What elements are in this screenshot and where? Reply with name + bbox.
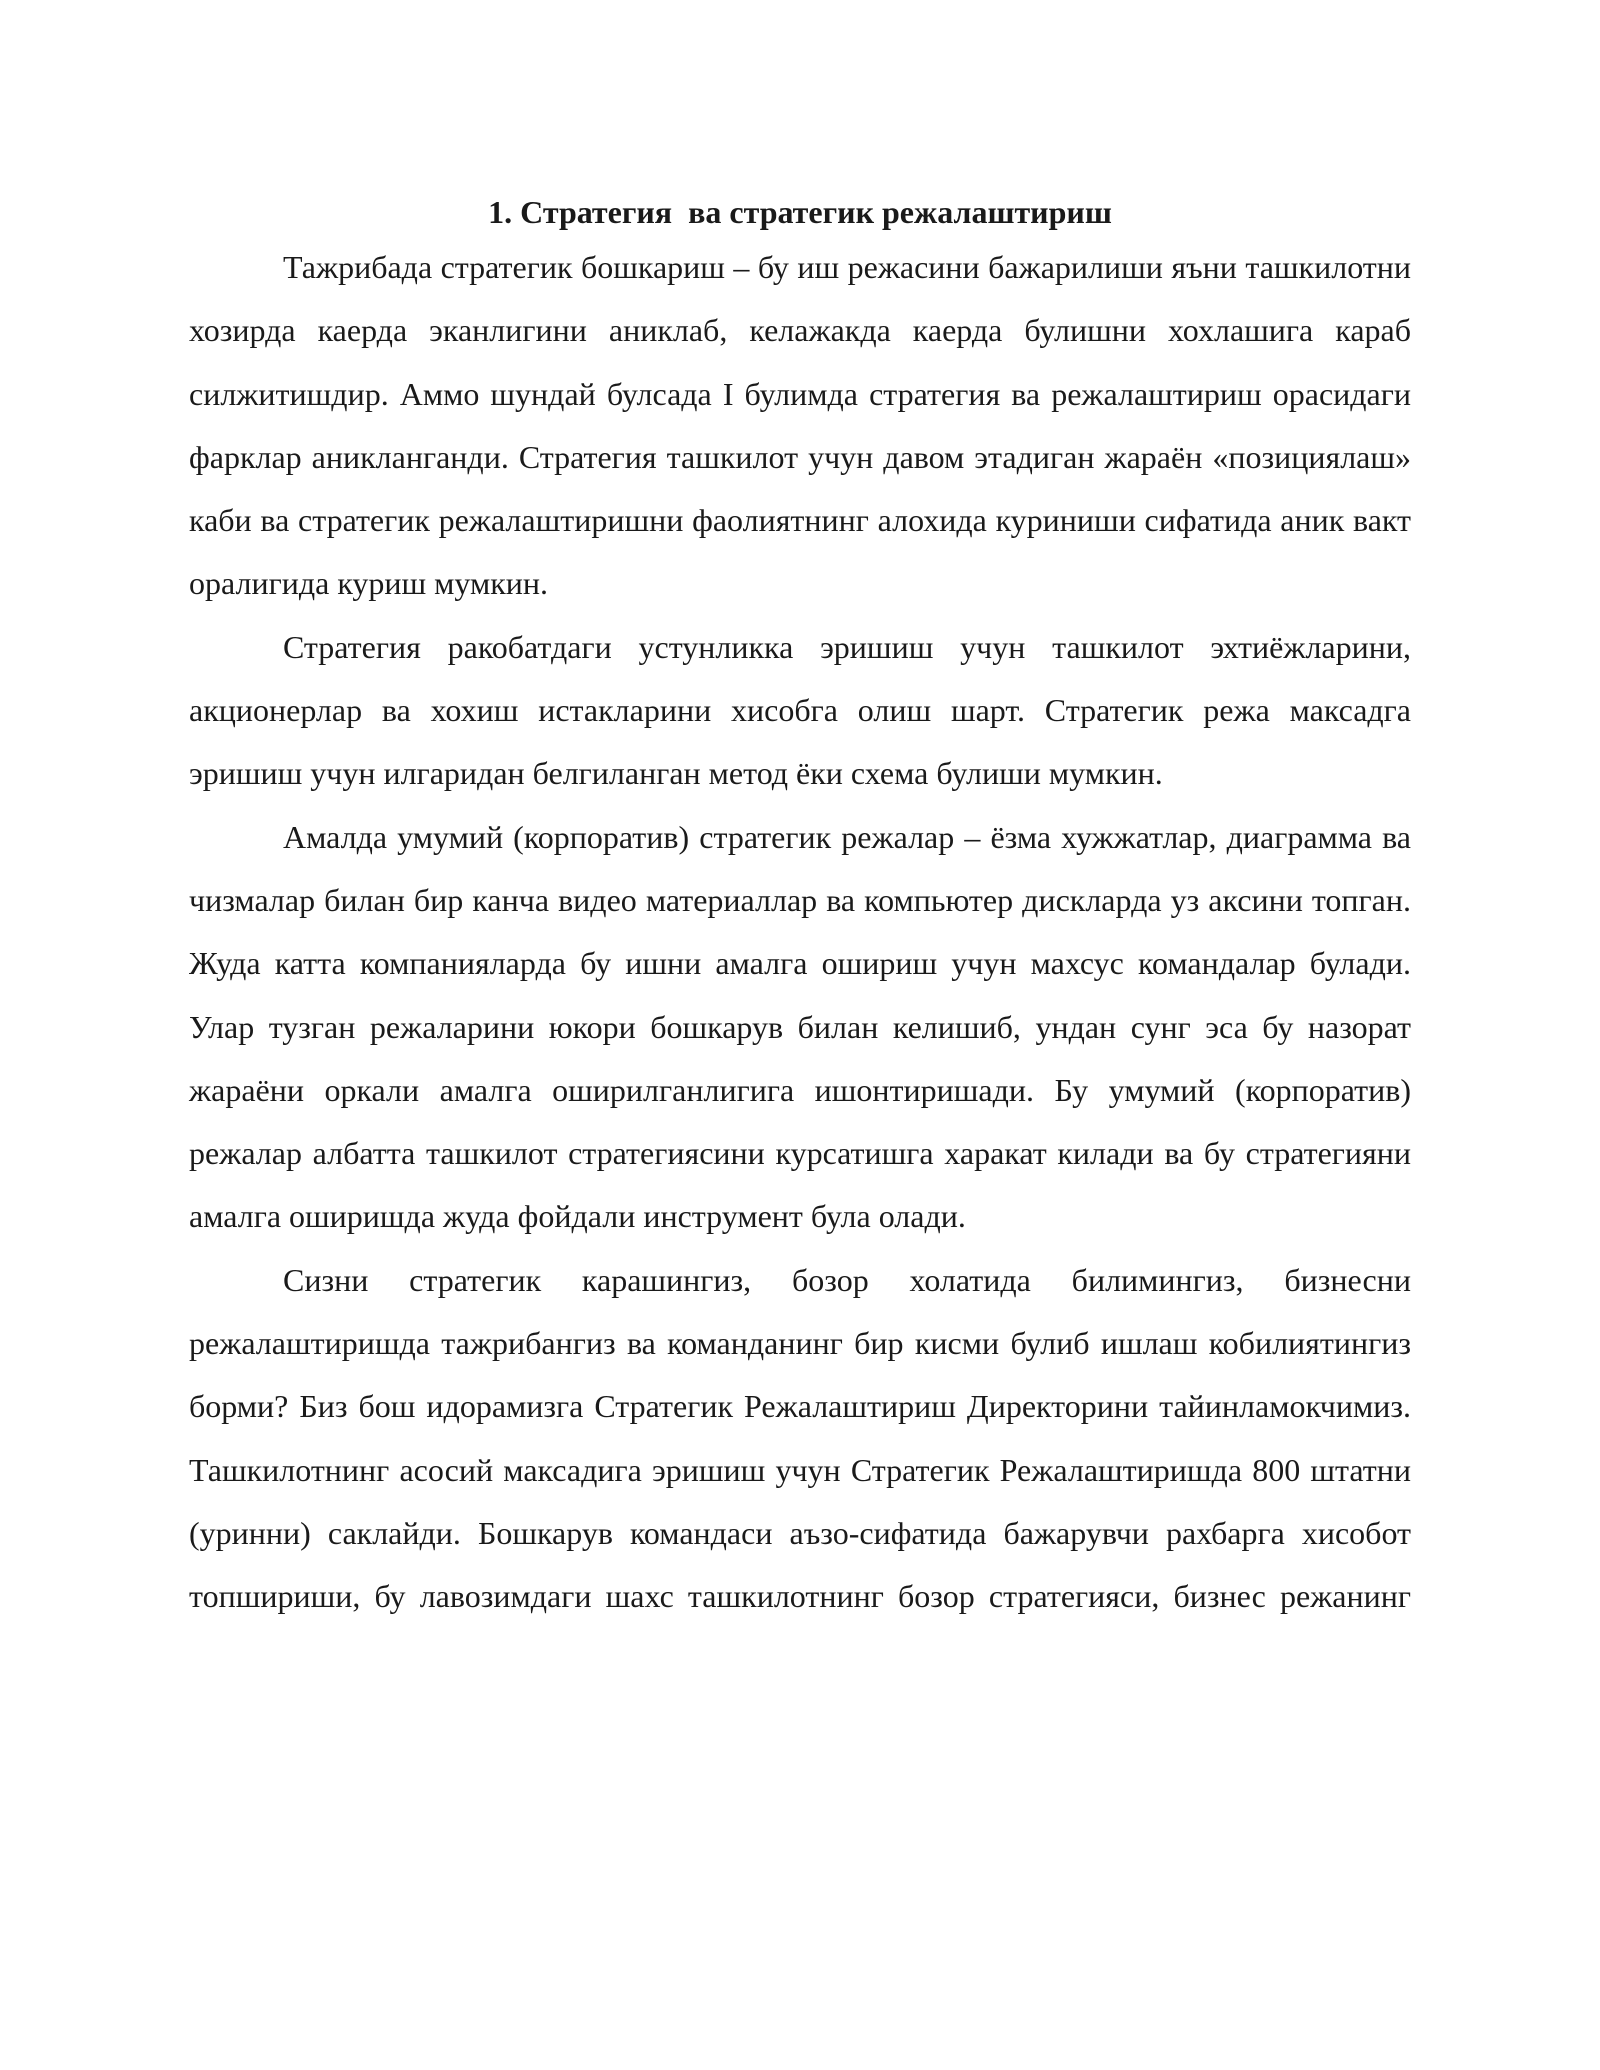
paragraph: Амалда умумий (корпоратив) стратегик режалар – ёзма хужжатлар, диаграмма ва чизмалар билан бир канча видео материаллар ва компьютер дискларда уз аксини топган. Жуда катта компанияларда бу ишни амалга ошириш учун махсус командалар булади. Улар тузган режаларини юкори бошкарув билан келишиб, ундан сунг эса бу назорат жараёни оркали амалга оширилганлигига ишонтиришади. Бу умумий (корпоратив) режалар албатта ташкилот стратегиясини курсатишга харакат килади ва бу стратегияни амалга оширишда жуда фойдали инструмент була олади.	[189, 818, 1411, 1235]
document-body	[189, 188, 1411, 1629]
section-title: 1. Стратегия ва стратегик режалаштириш	[488, 194, 1112, 230]
paragraph: Стратегия ракобатдаги устунликка эришиш учун ташкилот эхтиёжларини, акционерлар ва хохиш истакларини хисобга олиш шарт. Стратегик режа максадга эришиш учун илгаридан белгиланган метод ёки схема булиши мумкин.	[189, 628, 1411, 792]
paragraph: Сизни стратегик карашингиз, бозор холатида билимингиз, бизнесни режалаштиришда тажрибангиз ва команданинг бир кисми булиб ишлаш кобилиятингиз борми? Биз бош идорамизга Стратегик Режалаштириш Директорини тайинламокчимиз. Ташкилотнинг асосий максадига эришиш учун Стратегик Режалаштиришда 800 штатни (уринни) саклайди. Бошкарув командаси аъзо-сифатида бажарувчи рахбарга хисобот топшириши, бу лавозимдаги шахс ташкилотнинг бозор стратегияси, бизнес режанинг	[189, 1261, 1411, 1615]
paragraph: Тажрибада стратегик бошкариш – бу иш режасини бажарилиши яъни ташкилотни хозирда каерда эканлигини аниклаб, келажакда каерда булишни хохлашига караб силжитишдир. Аммо шундай булсада I булимда стратегия ва режалаштириш орасидаги фарклар аникланганди. Стратегия ташкилот учун давом этадиган жараён «позициялаш» каби ва стратегик режалаштиришни фаолиятнинг алохида куриниши сифатида аник вакт оралигида куриш мумкин.	[189, 249, 1411, 602]
